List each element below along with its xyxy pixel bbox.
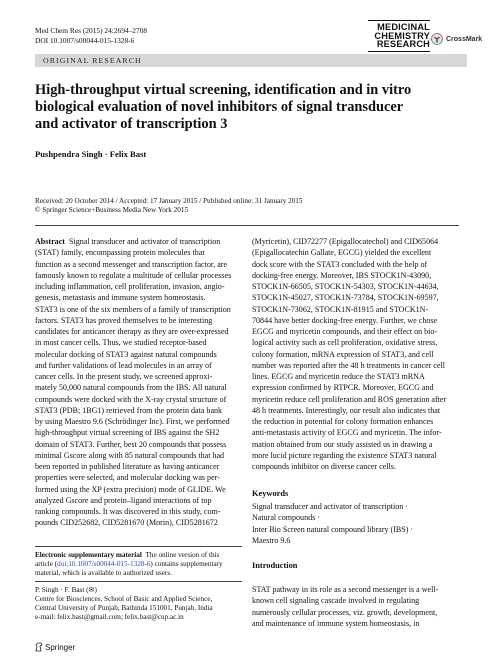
affiliation-divider xyxy=(35,581,242,582)
publisher-logo xyxy=(35,642,75,652)
abstract-line: compounds inhibitor on diverse cancer cells. xyxy=(252,462,396,471)
esm-label: Electronic supplementary material xyxy=(35,551,142,559)
abstract-line: (STAT) family, encompassing protein molecules that xyxy=(35,248,205,258)
abstract-line: colony formation, mRNA expression of STAT3, and cell xyxy=(252,349,434,359)
journal-citation: Med Chem Res (2015) 24:2694–2708 xyxy=(35,26,148,35)
abstract-line: properties were selected, and molecular docking was per- xyxy=(35,473,220,483)
abstract-line: EGCG and myricetin compounds, and their effect on bio- xyxy=(252,327,438,336)
abstract-line: STOCK1N-45027, STOCK1N-73784, STOCK1N-69597, xyxy=(252,293,439,303)
abstract-line: (Myricetin), CID72277 (Epigallocatechol) and CID65064 xyxy=(252,237,439,246)
abstract-line: been reported in published literature as having anticancer xyxy=(35,462,220,471)
abstract-line: domain of STAT3. Further, best 20 compounds that possess xyxy=(35,439,227,449)
keyword-item: Maestro 9.6 xyxy=(252,535,291,545)
abstract-line: including inflammation, cell proliferation, invasion, angio- xyxy=(35,282,225,291)
authors: Pushpendra Singh · Felix Bast xyxy=(35,149,147,159)
abstract-line: compounds were docked with the X-ray crystal structure of xyxy=(35,394,227,404)
dates-line: Received: 20 October 2014 / Accepted: 17 January 2015 / Published online: 31 January 2015 xyxy=(35,197,303,205)
abstract-line: STOCK1N-73062, STOCK1N-81915 and STOCK1N- xyxy=(252,304,429,314)
introduction-heading: Introduction xyxy=(252,561,298,570)
esm-note: Electronic supplementary material The online version of this article (doi:10.1007/s00044-015-1328-6) contains supplementary material, which is available to authorized users. xyxy=(35,551,223,578)
publisher-name: Springer xyxy=(45,642,76,652)
title-line-2: biological evaluation of novel inhibitors of signal transducer xyxy=(35,99,404,116)
abstract-line: function as a second messenger and transcription factor, are xyxy=(35,259,228,269)
affiliation-authors: P. Singh · F. Bast (✉) xyxy=(35,586,97,594)
affiliation-email[interactable]: e-mail: felix.bast@gmail.com; felix.bast@cup.ac.in xyxy=(35,613,184,622)
footnote-divider xyxy=(35,546,242,547)
abstract-line: STOCK1N-66505, STOCK1N-54303, STOCK1N-44634, xyxy=(252,282,439,291)
intro-line: known cell signaling cascade involved in regulating xyxy=(252,596,420,606)
abstract-line: 48 h treatments. Interestingly, our result also indicates that xyxy=(252,405,441,415)
abstract-line: molecular docking of STAT3 against natural compounds xyxy=(35,349,217,359)
abstract-line: dock score with the STAT3 concluded with the help of xyxy=(252,259,428,269)
abstract-line: analyzed Gscore and protein–ligand interactions of top xyxy=(35,495,212,505)
intro-line: STAT pathway in its role as a second messenger is a well- xyxy=(252,585,439,594)
abstract-line: expression confirmed by RTPCR. Moreover, EGCG and xyxy=(252,383,434,393)
abstract-line: more lucid picture regarding the existence STAT3 natural xyxy=(252,450,437,460)
abstract-line: myricetin reduce cell proliferation and ROS generation after xyxy=(252,394,447,404)
section-label: ORIGINAL RESEARCH xyxy=(35,54,467,67)
doi-line: DOI 10.1007/s00044-015-1328-6 xyxy=(35,36,135,45)
abstract-line: mation obtained from our study assisted us in drawing a xyxy=(252,439,433,449)
abstract-line: 70844 have better docking-free energy. Further, we chose xyxy=(252,315,438,325)
author-affiliation xyxy=(35,586,245,622)
abstract-line: formed using the XP (extra precision) mode of GLIDE. We xyxy=(35,484,226,494)
keyword-item: Natural compounds · xyxy=(252,513,320,523)
crossmark-icon xyxy=(431,33,443,45)
header-divider xyxy=(35,225,459,226)
abstract-line: STAT3 (PDB; 1BG1) retrieved from the protein data bank xyxy=(35,405,223,415)
springer-horse-icon xyxy=(35,642,43,652)
keywords-list xyxy=(252,501,460,546)
abstract-left-column xyxy=(35,236,242,529)
crossmark-badge[interactable] xyxy=(431,33,482,45)
abstract-line: anti-metastasis activity of EGCG and myricetin. The infor- xyxy=(252,428,442,438)
intro-line: and maintenance of immune system homeostasis, in xyxy=(252,618,420,628)
abstract-line: candidates for anticancer therapy as they are over-expressed xyxy=(35,327,229,336)
intro-line: numerously cellular processes, viz. growth, development, xyxy=(252,607,438,617)
abstract-line: logical activity such as cell proliferation, oxidative stress, xyxy=(252,338,438,348)
abstract-line: genesis, metastasis and immune system homeostasis. xyxy=(35,293,206,303)
abstract-line: the reduction in potential for colony formation enhances xyxy=(252,417,434,426)
esm-doi-link[interactable]: doi:10.1007/s00044-015-1328-6 xyxy=(57,560,151,569)
keyword-item: Inter Bio Screen natural compound library (IBS) · xyxy=(252,524,414,534)
abstract-line: factors. STAT3 has proved themselves to be interesting xyxy=(35,315,213,325)
abstract-label: Abstract xyxy=(35,237,65,246)
keyword-item: Signal transducer and activator of transcription · xyxy=(252,502,408,511)
abstract-line: cancer cells. In the present study, we screened approxi- xyxy=(35,372,213,381)
logo-line-3: RESEARCH xyxy=(376,39,430,50)
logo-line-2: CHEMISTRY xyxy=(374,30,430,41)
introduction-text xyxy=(252,584,460,629)
abstract-line: and further validations of lead molecules in an array of xyxy=(35,360,212,370)
abstract-line: in most cancer cells. Thus, we studied receptor-based xyxy=(35,338,207,348)
copyright-line: © Springer Science+Business Media New York 2015 xyxy=(35,206,189,215)
article-title xyxy=(35,82,475,134)
abstract-line: by using Maestro 9.6 (Schrödinger Inc). First, we performed xyxy=(35,417,230,426)
abstract-line: lines. EGCG and myricetin reduce the STAT3 mRNA xyxy=(252,372,425,381)
abstract-line: famously known to regulate a multitude of cellular processes xyxy=(35,270,232,280)
affiliation-university: Central University of Punjab, Bathinda 151001, Punjab, India xyxy=(35,604,213,613)
title-line-3: and activator of transcription 3 xyxy=(35,116,228,133)
abstract-line: minimal Gscore along with 85 natural compounds that had xyxy=(35,450,225,460)
abstract-line: number was reported after the 48 h treatments in cancer cell xyxy=(252,360,446,370)
abstract-right-column xyxy=(252,236,460,472)
logo-line-1: MEDICINAL xyxy=(377,22,430,33)
publication-dates xyxy=(35,197,302,216)
abstract-line: mately 50,000 natural compounds from the IBS. All natural xyxy=(35,383,227,393)
abstract-line: docking-free energy. Moreover, IBS STOCK1N-43090, xyxy=(252,270,432,280)
abstract-line: STAT3 is one of the six members of a family of transcription xyxy=(35,304,231,314)
crossmark-label: CrossMark xyxy=(446,35,483,43)
keywords-heading: Keywords xyxy=(252,489,289,498)
abstract-line: ranking compounds. It was discovered in this study, com- xyxy=(35,507,221,516)
journal-logo xyxy=(368,20,430,52)
abstract-line: (Epigallocatechin Gallate, EGCG) yielded the excellent xyxy=(252,248,432,258)
abstract-line: pounds CID252682, CID5281670 (Morin), CID5281672 xyxy=(35,518,218,528)
affiliation-centre: Centre for Biosciences, School of Basic and Applied Science, xyxy=(35,595,213,604)
title-line-1: High-throughput virtual screening, identification and in vitro xyxy=(35,82,412,98)
abstract-line: high-throughput virtual screening of IBS against the SH2 xyxy=(35,428,220,438)
abstract-line: Abstract Signal transducer and activator of transcription xyxy=(35,237,221,246)
